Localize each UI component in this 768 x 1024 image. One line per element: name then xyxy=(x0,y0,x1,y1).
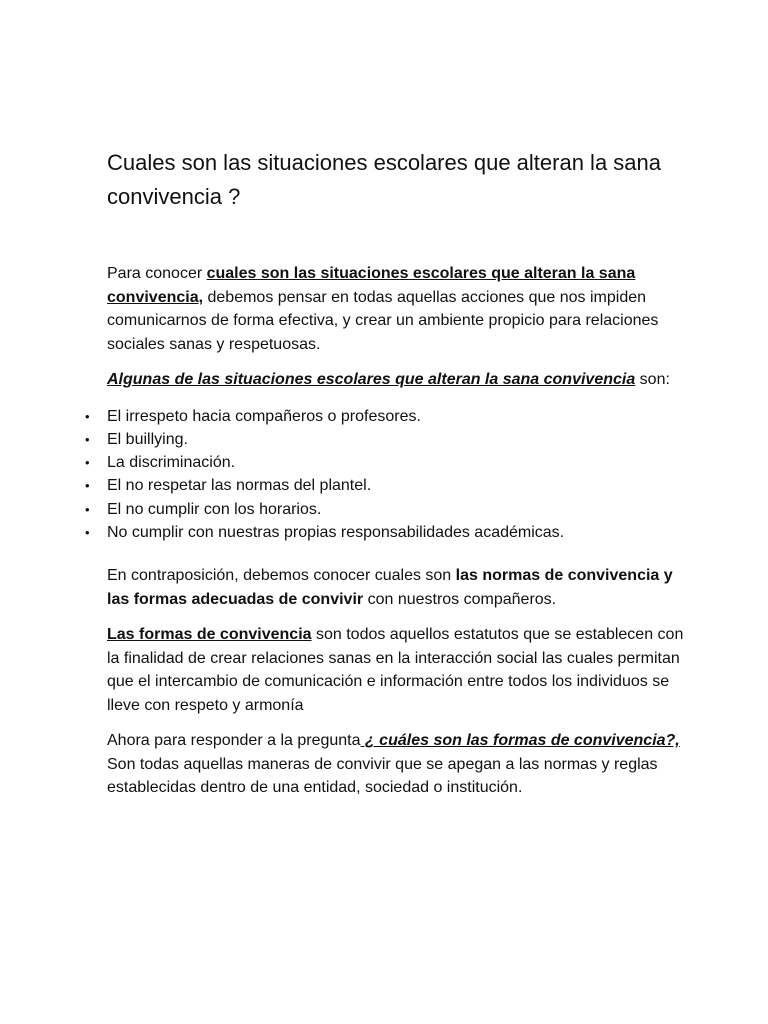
paragraph-contrast-rest: con nuestros compañeros. xyxy=(363,590,557,608)
bullet-icon: • xyxy=(85,455,90,471)
paragraph-list-intro-rest: son: xyxy=(635,371,670,388)
list-item xyxy=(85,428,687,451)
paragraph-list-intro-emphasis: Algunas de las situaciones escolares que alteran la sana convivencia xyxy=(107,371,636,388)
paragraph-answer xyxy=(107,729,687,800)
paragraph-list-intro xyxy=(107,368,687,392)
list-item xyxy=(85,405,687,428)
paragraph-definition xyxy=(107,623,687,717)
list-item xyxy=(85,451,687,474)
paragraph-contrast-emphasis: las normas de convivencia y las formas adecuadas de convivir xyxy=(107,567,673,608)
paragraph-intro-emphasis: cuales son las situaciones escolares que alteran la sana convivencia, xyxy=(107,265,636,306)
paragraph-intro-rest: debemos pensar en todas aquellas acciones que nos impiden comunicarnos de forma efectiva, y crear un ambiente propicio para relaciones sociales sanas y respetuosas. xyxy=(107,288,659,353)
list-item xyxy=(85,474,687,497)
bullet-icon: • xyxy=(85,431,90,447)
document-title: Cuales son las situaciones escolares que alteran la sana convivencia ? xyxy=(107,150,661,209)
list-item-text: No cumplir con nuestras propias responsabilidades académicas. xyxy=(107,523,565,541)
list-item xyxy=(85,498,687,521)
list-item-text: El buillying. xyxy=(107,430,188,448)
list-item-text: El no cumplir con los horarios. xyxy=(107,500,322,518)
paragraph-answer-emphasis: ¿ cuáles son las formas de convivencia?, xyxy=(360,732,680,750)
paragraph-definition-rest: son todos aquellos estatutos que se establecen con la finalidad de crear relaciones sanas en la interacción social las cuales permitan que el intercambio de comunicación e información entre todos los individuos se lleve con respeto y armonía xyxy=(107,626,684,714)
list-item-text: El no respetar las normas del plantel. xyxy=(107,477,372,495)
list-item-text: El irrespeto hacia compañeros o profesores. xyxy=(107,407,421,425)
situations-list xyxy=(85,405,687,545)
bullet-icon: • xyxy=(85,501,90,517)
list-item-text: La discriminación. xyxy=(107,454,236,472)
paragraph-contrast xyxy=(107,564,687,611)
document-body xyxy=(85,146,687,800)
bullet-icon: • xyxy=(85,524,90,540)
paragraph-definition-emphasis: Las formas de convivencia xyxy=(107,626,312,644)
paragraph-intro-lead: Para conocer xyxy=(107,265,207,282)
paragraph-answer-lead: Ahora para responder a la pregunta xyxy=(107,732,361,750)
bullet-icon: • xyxy=(85,408,90,424)
paragraph-contrast-lead: En contraposición, debemos conocer cuales son xyxy=(107,567,456,585)
bullet-icon: • xyxy=(85,478,90,494)
paragraph-intro xyxy=(107,262,687,356)
list-item xyxy=(85,521,687,544)
paragraph-answer-rest: Son todas aquellas maneras de convivir que se apegan a las normas y reglas establecidas dentro de una entidad, sociedad o institución. xyxy=(107,755,658,797)
